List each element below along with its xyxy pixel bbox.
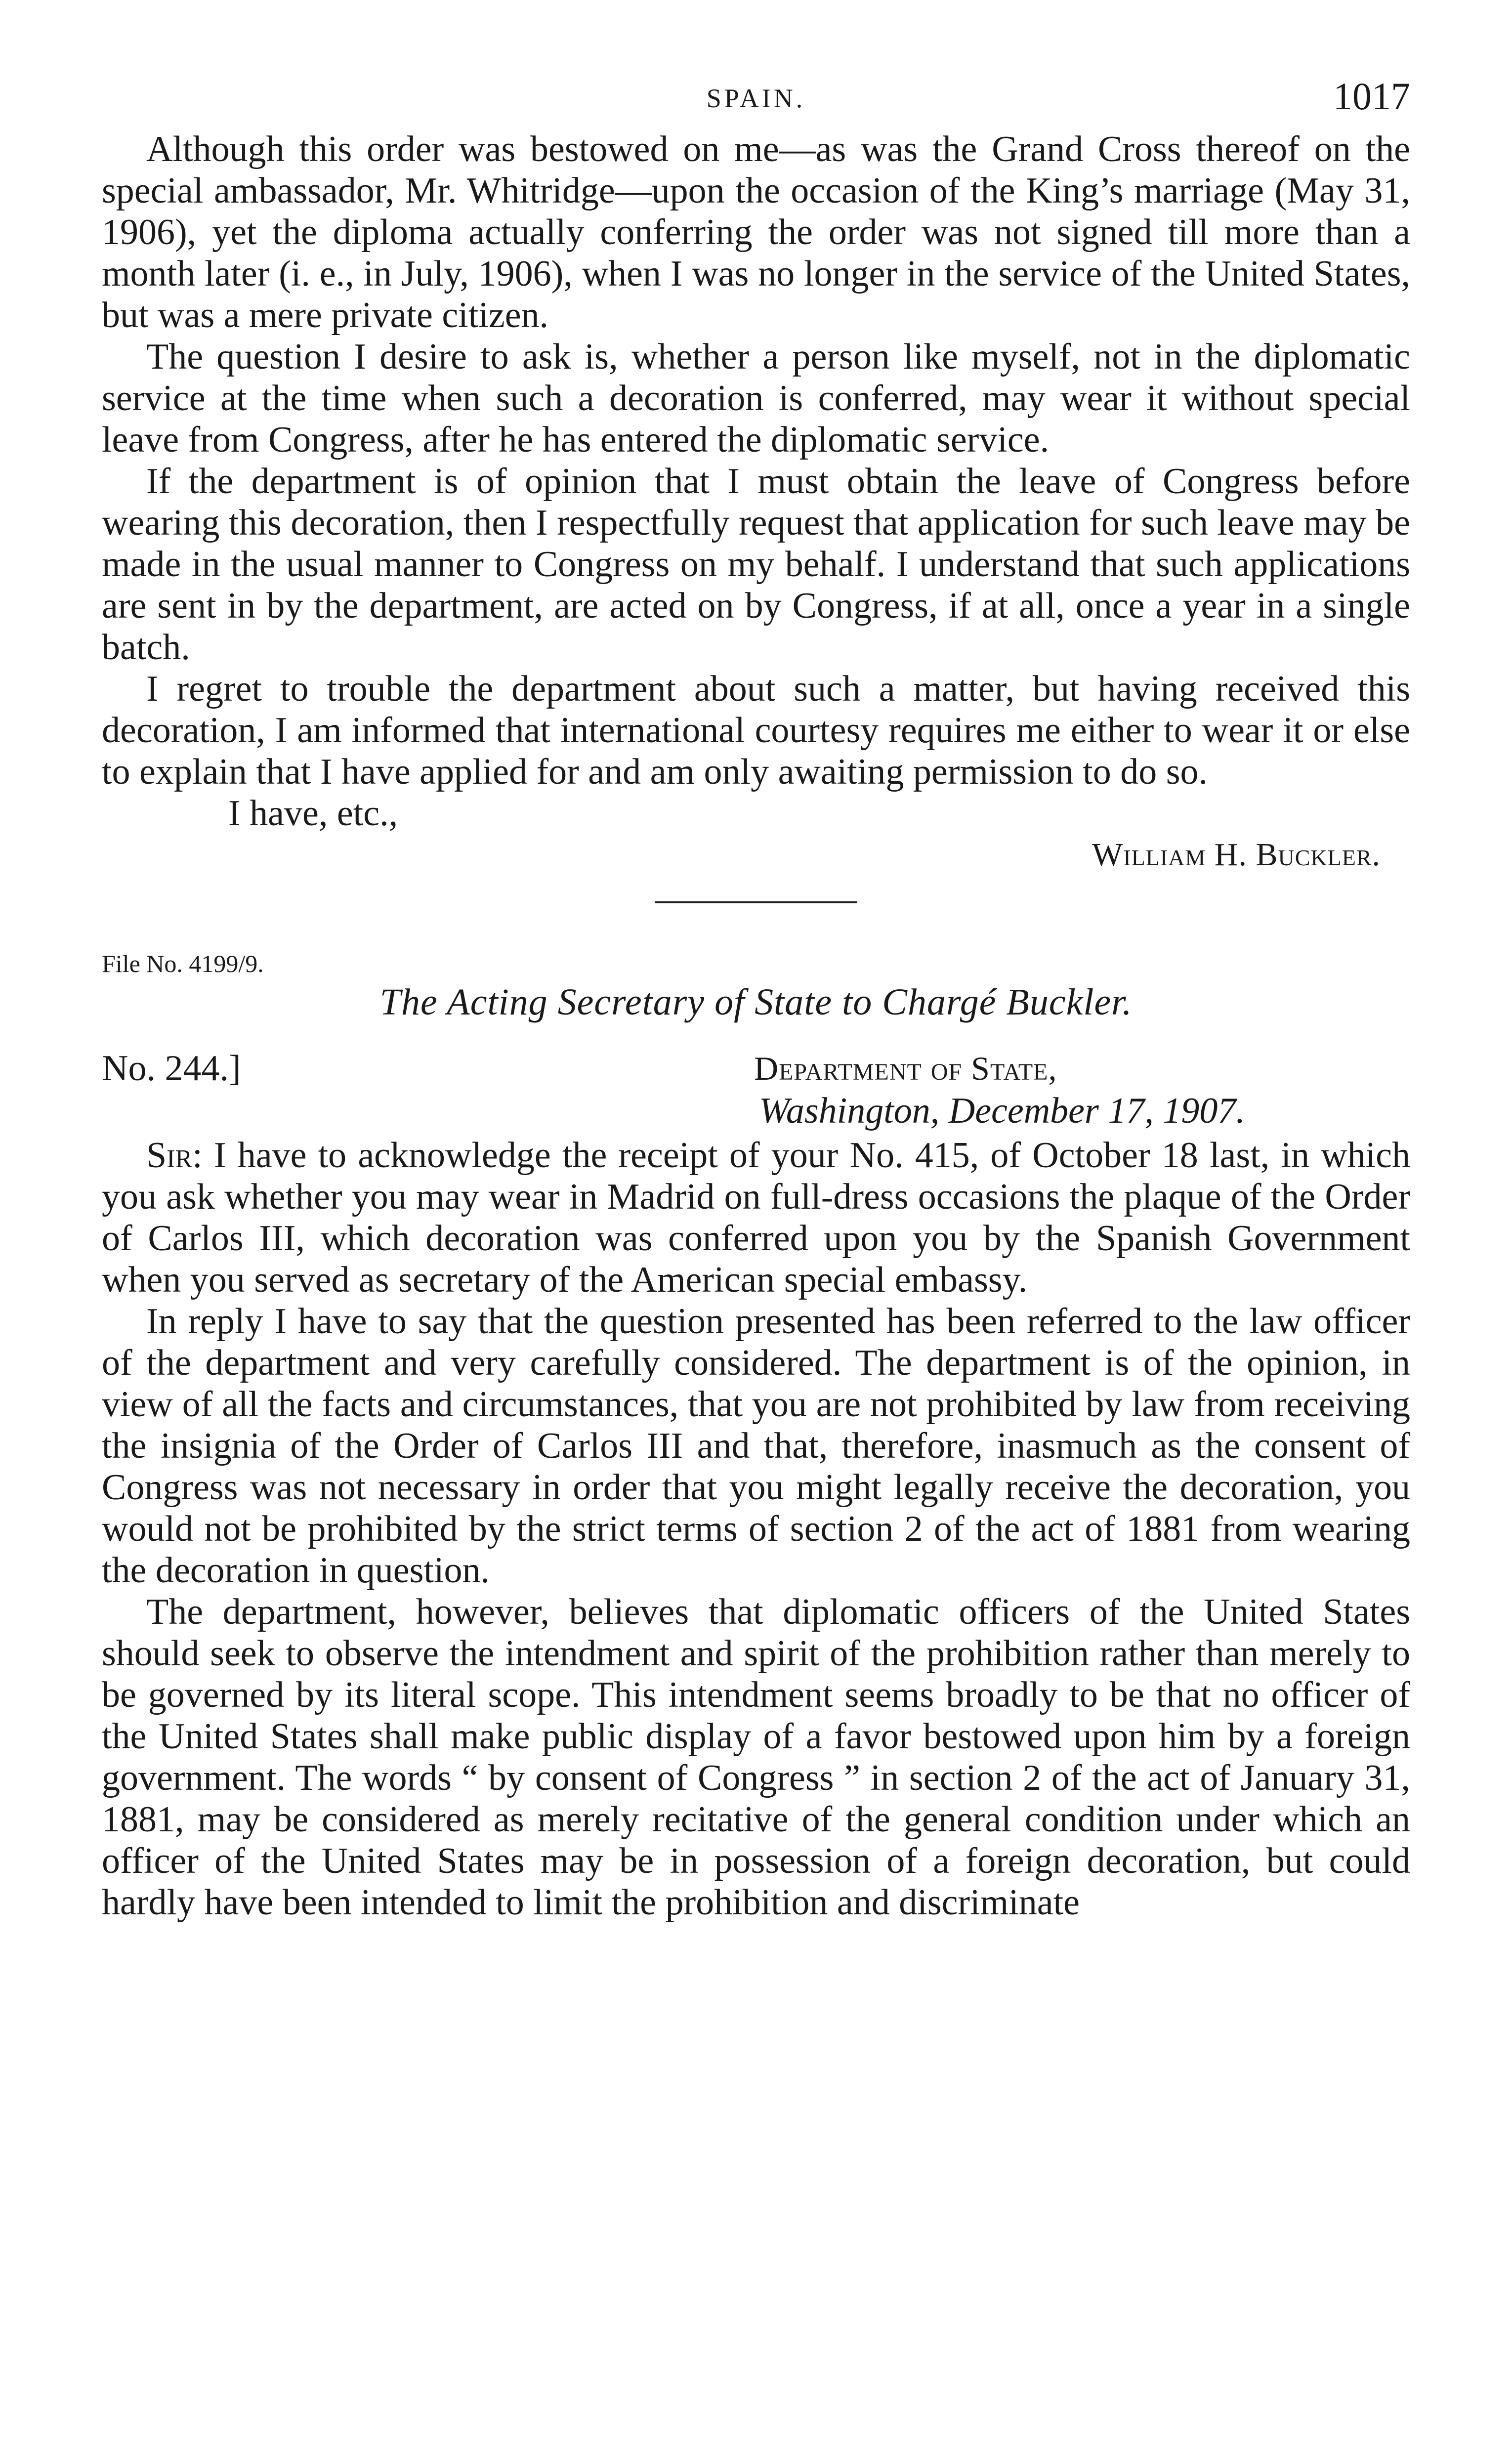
place-and-date: Washington, December 17, 1907. — [759, 1091, 1245, 1131]
signature: William H. Buckler. — [1092, 837, 1381, 873]
paragraph: In reply I have to say that the question presented has been referred to the law officer of the department and very carefully considered. The department is of the opinion, in view of all the facts and circumstances, that you are not prohibited by law from receiving the insignia of the Order of Carlos III and that, therefore, inasmuch as the consent of Congress was not necessary in order that you might legally receive the decoration, you would not be prohibited by the strict terms of section 2 of the act of 1881 from wearing the decoration in question. — [102, 1301, 1410, 1591]
page-number: 1017 — [1333, 75, 1410, 118]
letter-section — [102, 949, 1410, 1923]
closing-line: I have, etc., — [228, 793, 398, 834]
letter-continuation — [102, 128, 1410, 876]
document-page — [102, 74, 1410, 1923]
section-divider — [655, 901, 857, 903]
dispatch-number: No. 244.] — [102, 1048, 241, 1089]
paragraph: I regret to trouble the department about such a matter, but having received this decoration, I am informed that international courtesy requires me either to wear it or else to explain that I have applied for and am only awaiting permission to do so. — [102, 669, 1410, 792]
paragraph: If the department is of opinion that I must obtain the leave of Congress before wearing this decoration, then I respectfully request that application for such leave may be made in the usual manner to Congress on my behalf. I understand that such applications are sent in by the department, are acted on by Congress, if at all, once a year in a single batch. — [102, 461, 1410, 668]
department-name: Department of State, — [754, 1050, 1057, 1087]
running-title: SPAIN. — [706, 84, 806, 113]
paragraph: Although this order was bestowed on me—as was the Grand Cross thereof on the special ambassador, Mr. Whitridge—upon the occasion of the King’s marriage (May 31, 1906), yet the diploma actually conferring the order was not signed till more than a month later (i. e., in July, 1906), when I was no longer in the service of the United States, but was a mere private citizen. — [102, 129, 1410, 336]
file-number: File No. 4199/9. — [102, 950, 264, 977]
salutation: Sir — [146, 1135, 193, 1176]
paragraph — [102, 1135, 1410, 1301]
paragraph: The question I desire to ask is, whether a person like myself, not in the diplomatic service at the time when such a decoration is conferred, may wear it without special leave from Congress, after he has entered the diplomatic service. — [102, 337, 1410, 460]
letter-heading — [102, 1048, 1410, 1135]
paragraph-text: : I have to acknowledge the receipt of your No. 415, of October 18 last, in which you ask whether you may wear in Madrid on full-dress occasions the plaque of the Order of Carlos III, which decoration was conferred upon you by the Spanish Government when you served as secretary of the American special embassy. — [102, 1135, 1410, 1300]
paragraph: The department, however, believes that diplomatic officers of the United States should seek to observe the intendment and spirit of the prohibition rather than merely to be governed by its literal scope. This intendment seems broadly to be that no officer of the United States shall make public display of a favor bestowed upon him by a foreign government. The words “ by consent of Congress ” in section 2 of the act of January 31, 1881, may be considered as merely recitative of the general condition under which an officer of the United States may be in possession of a foreign decoration, but could hardly have been intended to limit the prohibition and discriminate — [102, 1592, 1410, 1923]
document-title: The Acting Secretary of State to Chargé Buckler. — [379, 981, 1133, 1023]
running-header — [102, 74, 1410, 128]
